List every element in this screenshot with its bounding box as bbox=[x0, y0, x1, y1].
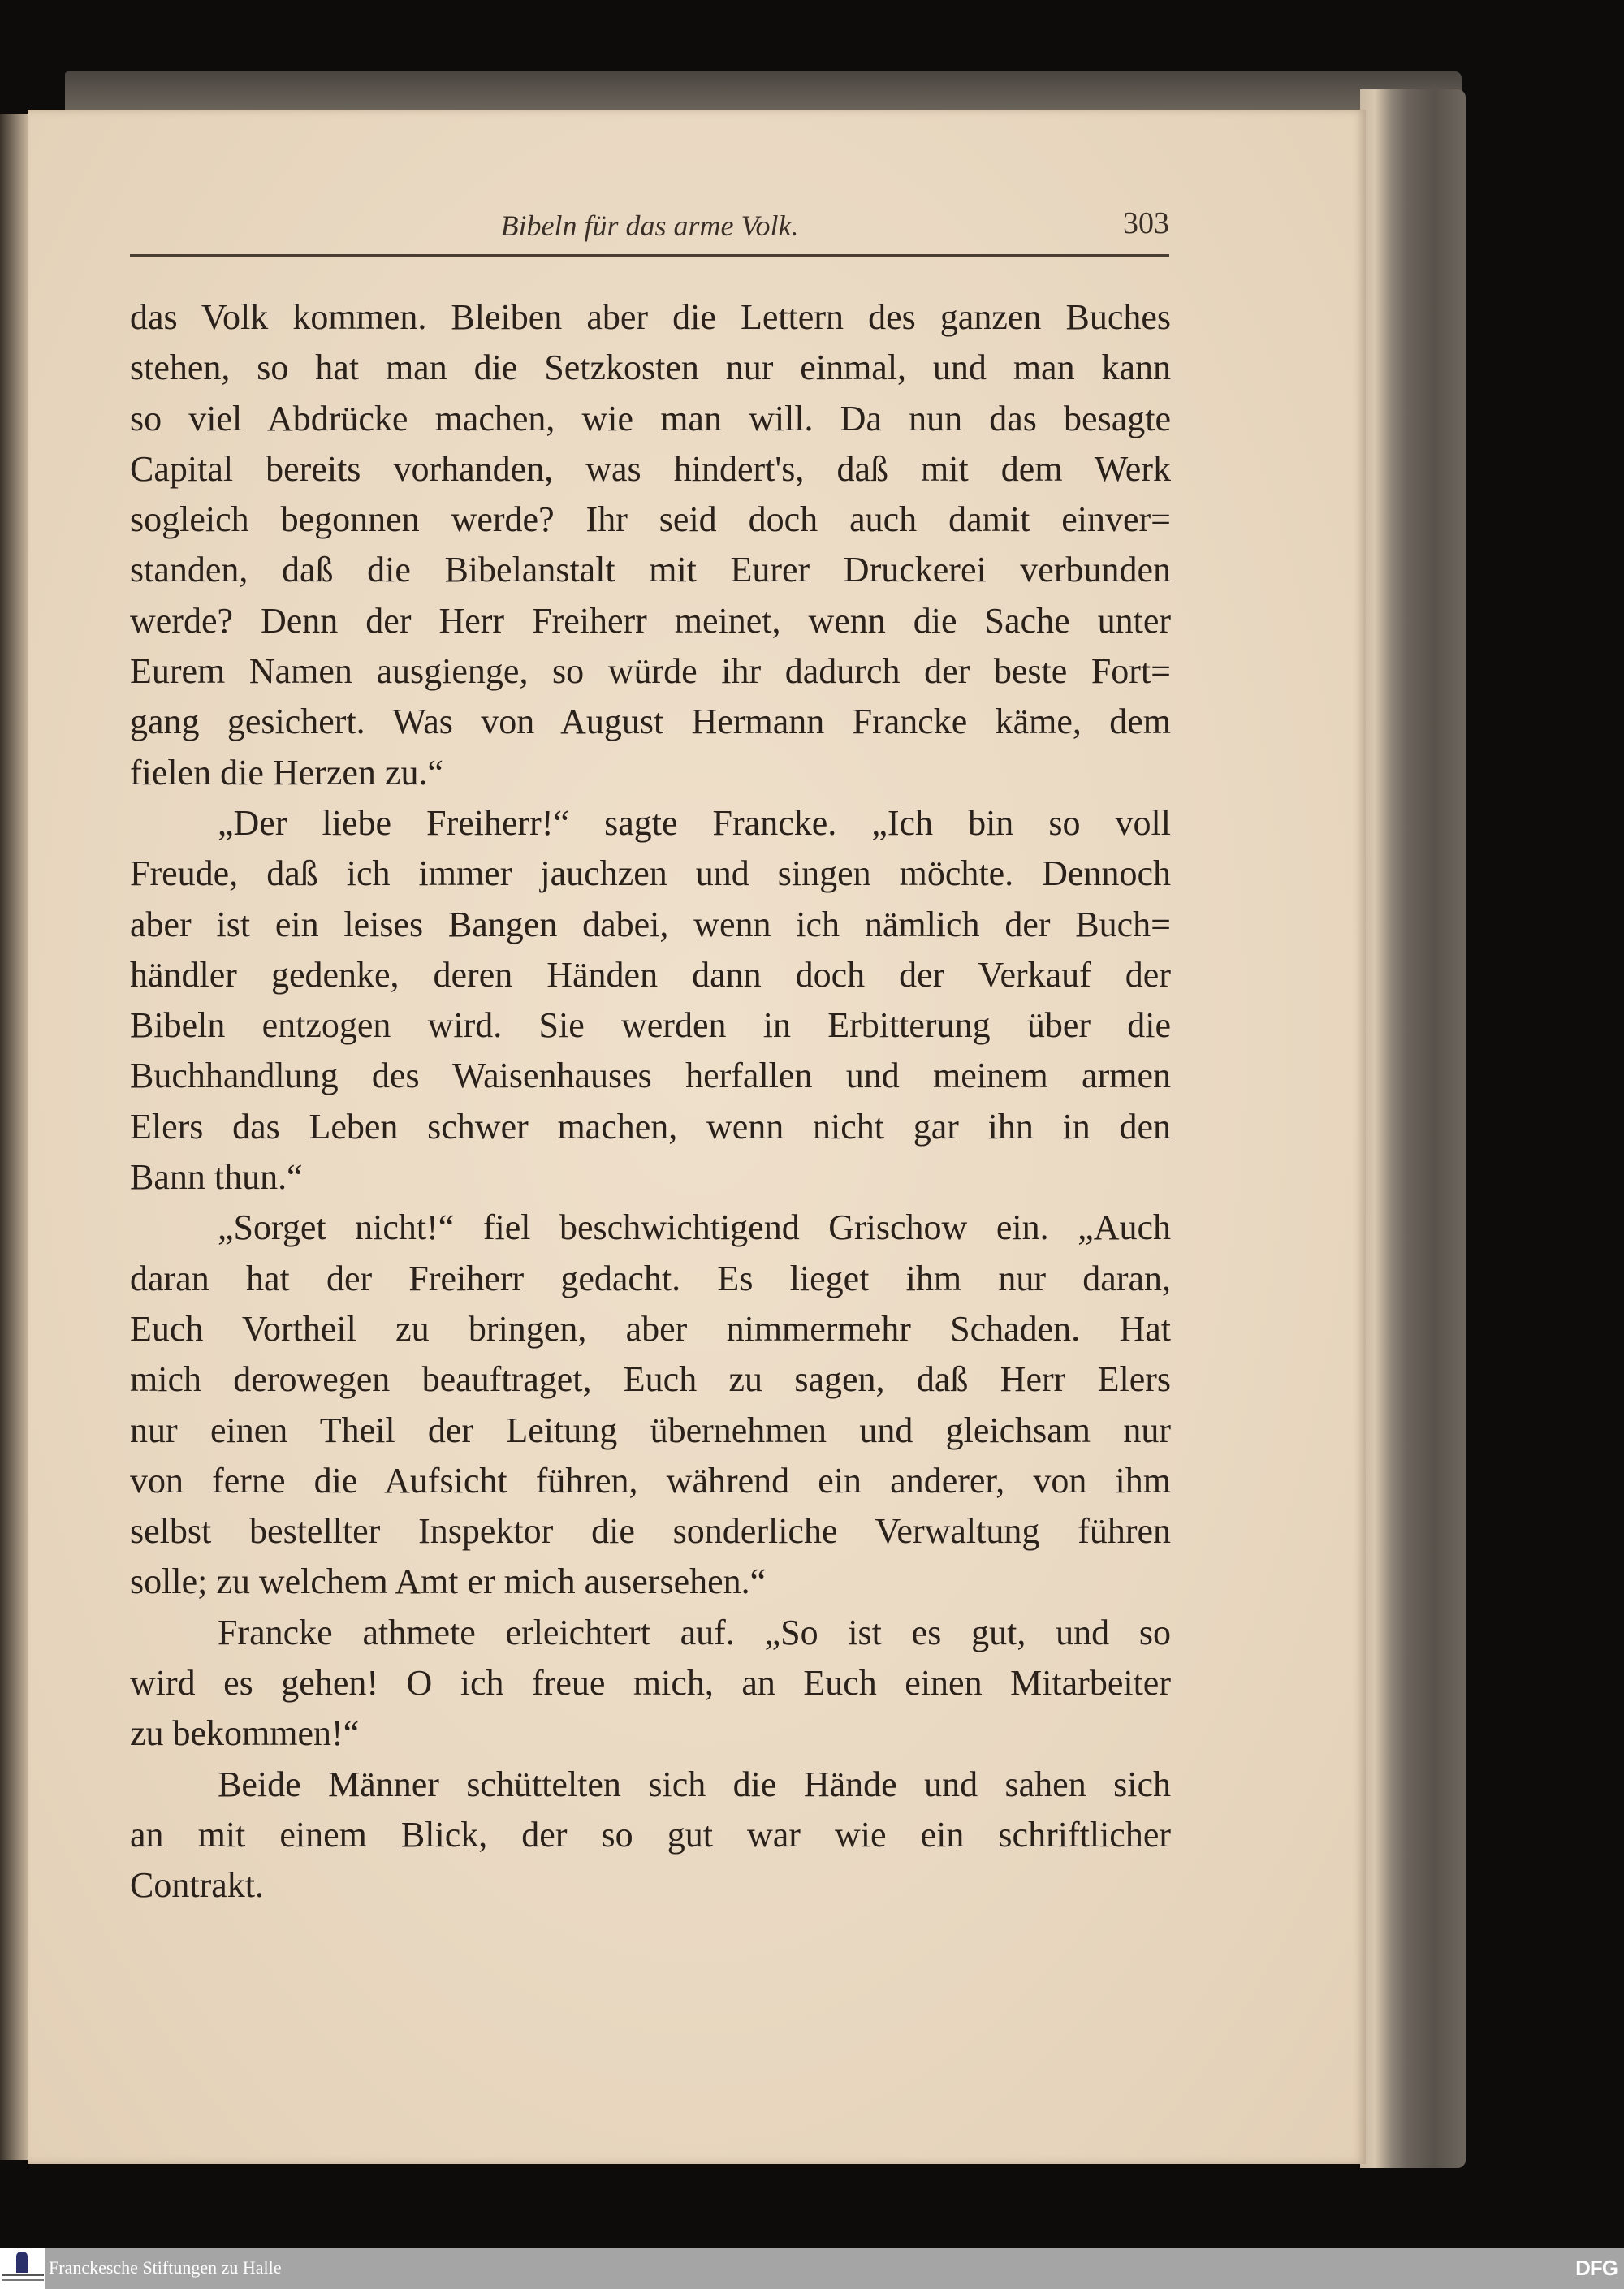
book-page bbox=[28, 110, 1366, 2164]
institution-name: Franckesche Stiftungen zu Halle bbox=[49, 2257, 282, 2278]
text-line: Capital bereits vorhanden, was hindert's, daß mit dem Werk bbox=[130, 448, 1171, 489]
text-line: so viel Abdrücke machen, wie man will. Da nun das besagte bbox=[130, 398, 1171, 438]
text-line: sogleich begonnen werde? Ihr seid doch auch damit einver= bbox=[130, 499, 1171, 540]
text-line: Eurem Namen ausgienge, so würde ihr dadurch der beste Fort= bbox=[130, 651, 1171, 692]
text-line: zu bekommen!“ bbox=[130, 1713, 360, 1754]
text-line: Bibeln entzogen wird. Sie werden in Erbitterung über die bbox=[130, 1005, 1171, 1046]
running-head-title: Bibeln für das arme Volk. bbox=[500, 209, 799, 242]
text-line: selbst bestellter Inspektor die sonderliche Verwaltung führen bbox=[130, 1511, 1171, 1552]
text-line: „Sorget nicht!“ fiel beschwichtigend Grischow ein. „Auch bbox=[218, 1207, 1171, 1248]
dfg-logo: DFG bbox=[1575, 2256, 1618, 2280]
text-line: aber ist ein leises Bangen dabei, wenn ich nämlich der Buch= bbox=[130, 904, 1171, 944]
header-rule bbox=[130, 254, 1169, 257]
text-line: Buchhandlung des Waisenhauses herfallen und meinem armen bbox=[130, 1056, 1171, 1096]
text-line: solle; zu welchem Amt er mich ausersehen.“ bbox=[130, 1561, 767, 1602]
text-line: von ferne die Aufsicht führen, während ein anderer, von ihm bbox=[130, 1460, 1171, 1501]
text-line: Francke athmete erleichtert auf. „So ist es gut, und so bbox=[218, 1612, 1171, 1652]
text-line: wird es gehen! O ich freue mich, an Euch einen Mitarbeiter bbox=[130, 1663, 1171, 1704]
text-line: händler gedenke, deren Händen dann doch der Verkauf der bbox=[130, 954, 1171, 995]
text-line: fielen die Herzen zu.“ bbox=[130, 752, 443, 793]
text-line: Bann thun.“ bbox=[130, 1157, 303, 1198]
text-line: nur einen Theil der Leitung übernehmen und gleichsam nur bbox=[130, 1410, 1171, 1450]
text-line: das Volk kommen. Bleiben aber die Lettern des ganzen Buches bbox=[130, 297, 1171, 337]
text-line: daran hat der Freiherr gedacht. Es lieget ihm nur daran, bbox=[130, 1258, 1171, 1298]
text-line: „Der liebe Freiherr!“ sagte Francke. „Ich bin so voll bbox=[218, 802, 1171, 843]
facing-page-edge bbox=[0, 114, 29, 2160]
text-line: stehen, so hat man die Setzkosten nur einmal, und man kann bbox=[130, 348, 1171, 388]
text-line: standen, daß die Bibelanstalt mit Eurer Druckerei verbunden bbox=[130, 550, 1171, 590]
text-line: Euch Vortheil zu bringen, aber nimmermehr Schaden. Hat bbox=[130, 1308, 1171, 1349]
logo-lettering bbox=[2, 2274, 44, 2276]
text-line: mich derowegen beauftraget, Euch zu sagen, daß Herr Elers bbox=[130, 1359, 1171, 1400]
footer-bar bbox=[0, 2248, 1624, 2289]
text-line: Contrakt. bbox=[130, 1865, 264, 1906]
text-line: gang gesichert. Was von August Hermann Francke käme, dem bbox=[130, 702, 1171, 742]
book-cover-top bbox=[65, 71, 1462, 114]
institution-logo bbox=[0, 2248, 45, 2289]
logo-figure-icon bbox=[16, 2252, 28, 2273]
text-line: an mit einem Blick, der so gut war wie ein schriftlicher bbox=[130, 1814, 1171, 1855]
text-line: Elers das Leben schwer machen, wenn nicht gar ihn in den bbox=[130, 1106, 1171, 1147]
running-head bbox=[130, 201, 1169, 249]
body-text bbox=[130, 292, 1171, 1911]
text-line: Freude, daß ich immer jauchzen und singen möchte. Dennoch bbox=[130, 853, 1171, 894]
text-line: werde? Denn der Herr Freiherr meinet, wenn die Sache unter bbox=[130, 600, 1171, 641]
page-number: 303 bbox=[1123, 206, 1169, 240]
book-page-edges bbox=[1360, 89, 1466, 2168]
text-line: Beide Männer schüttelten sich die Hände und sahen sich bbox=[218, 1764, 1171, 1804]
